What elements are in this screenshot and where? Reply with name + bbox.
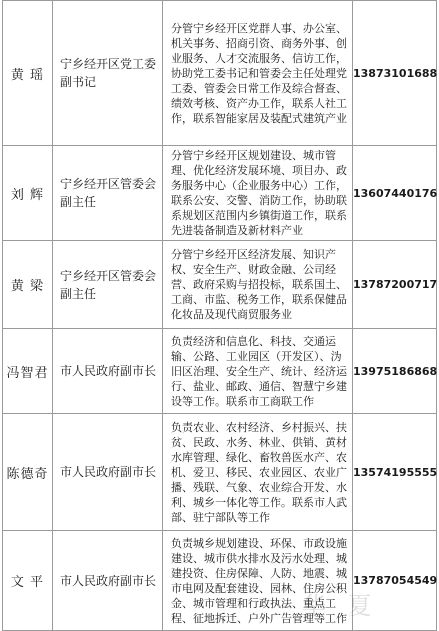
official-title: 市人民政府副市长 — [53, 414, 163, 531]
official-duties: 负责经济和信息化、科技、交通运输、公路、工业园区（开发区）、沩旧区治理、安全生产、统计、经济运行、盐业、邮政、通信、智慧宁乡建设等工作。联系市工商联工作 — [163, 329, 353, 414]
official-title: 市人民政府副市长 — [53, 329, 163, 414]
official-phone: 13873101688 — [353, 1, 437, 146]
official-phone: 13574195555 — [353, 414, 437, 531]
table-row — [3, 329, 437, 414]
official-phone: 13607440176 — [353, 146, 437, 241]
official-name: 黄 瑶 — [3, 1, 53, 146]
official-duties: 负责城乡规划建设、环保、市政设施建设、城市供水排水及污水处理、城建投资、住房保障、人防、地震、城市电网及配套建设、园林、住房公积金、城市管理和行政执法、重点工程、征地拆迁、户外广告管理等工作 — [163, 531, 353, 631]
table-row — [3, 414, 437, 531]
table-row — [3, 241, 437, 329]
official-title: 宁乡经开区管委会副主任 — [53, 241, 163, 329]
official-name: 冯智君 — [3, 329, 53, 414]
official-title: 宁乡经开区管委会副主任 — [53, 146, 163, 241]
official-phone: 13787054549 — [353, 531, 437, 631]
official-phone: 13787200717 — [353, 241, 437, 329]
table-row — [3, 146, 437, 241]
official-name: 陈德奇 — [3, 414, 53, 531]
table-row — [3, 531, 437, 631]
official-title: 市人民政府副市长 — [53, 531, 163, 631]
table-row — [3, 1, 437, 146]
official-duties: 分管宁乡经开区经济发展、知识产权、安全生产、财政金融、公司经营、政府采购与招投标，联系国土、工商、市监、税务工作，联系保健品化妆品及现代商贸服务业 — [163, 241, 353, 329]
official-name: 文 平 — [3, 531, 53, 631]
official-name: 黄 梁 — [3, 241, 53, 329]
official-duties: 负责农业、农村经济、乡村振兴、扶贫、民政、水务、林业、供销、黄材水库管理、绿化、畜牧兽医水产、农机、爱卫、移民、农业园区、农业广播、残联、气象、农业综合开发、水利、城乡一体化等工作。联系市人武部、驻宁部队等工作 — [163, 414, 353, 531]
official-phone: 13975186868 — [353, 329, 437, 414]
official-duties: 分管宁乡经开区规划建设、城市管理、优化经济发展环境、项目办、政务服务中心（企业服务中心）工作，联系公安、交警、消防工作，协助联系规划区范围内乡镇街道工作，联系先进装备制造及新材料产业 — [163, 146, 353, 241]
official-title: 宁乡经开区党工委副书记 — [53, 1, 163, 146]
officials-table — [2, 0, 437, 631]
official-name: 刘 辉 — [3, 146, 53, 241]
watermark: 华 夏 — [302, 592, 379, 620]
official-duties: 分管宁乡经开区党群人事、办公室、机关事务、招商引资、商务外事、创业服务、人才交流服务、信访工作，协助党工委书记和管委会主任处理党工委、管委会日常工作及综合督查、绩效考核、资产办工作，联系人社工作，联系智能家居及装配式建筑产业 — [163, 1, 353, 146]
